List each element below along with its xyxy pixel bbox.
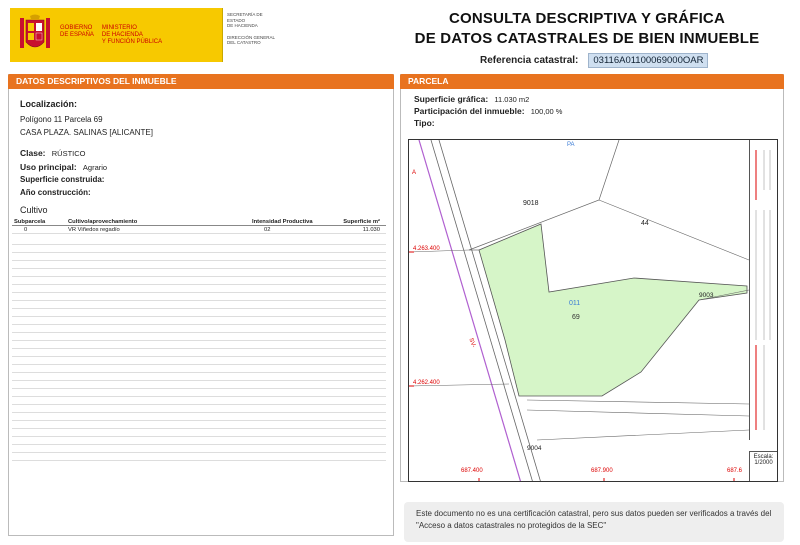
clase-value: RÚSTICO	[51, 149, 86, 158]
header-superficie: Superficie m²	[343, 219, 380, 225]
government-logo	[10, 8, 286, 62]
header-subparcela: Subparcela	[14, 219, 46, 225]
cell-superficie: 11.030	[362, 226, 380, 233]
uso-row	[20, 162, 107, 172]
secretaria-block	[222, 8, 286, 62]
cell-subparcela: 0	[24, 226, 28, 233]
label-9003: 9003	[699, 292, 714, 299]
table-empty-row-line	[12, 436, 386, 437]
label-9018: 9018	[523, 200, 539, 207]
superficie-grafica-value: 11.030 m2	[494, 95, 530, 104]
title-line-2: DE DATOS CATASTRALES DE BIEN INMUEBLE	[414, 30, 760, 47]
scale-value: 1/2000	[754, 460, 773, 466]
table-empty-row-line	[12, 324, 386, 325]
coord-y1: 4.263.400	[413, 246, 440, 252]
ministerio-label: MINISTERIO DE HACIENDA Y FUNCIÓN PÚBLICA	[101, 24, 163, 45]
table-empty-row-line	[12, 372, 386, 373]
gobierno-label: GOBIERNO DE ESPAÑA	[60, 24, 94, 38]
label-9004: 9004	[527, 445, 542, 452]
table-empty-row-line	[12, 428, 386, 429]
table-empty-row-line	[12, 252, 386, 253]
table-empty-row-line	[12, 284, 386, 285]
referencia-catastral	[480, 53, 708, 68]
table-empty-row-line	[12, 260, 386, 261]
table-empty-row-line	[12, 332, 386, 333]
header-cultivo: Cultivo/aprovechamiento	[68, 219, 138, 225]
ref-value[interactable]: 03116A01100069000OAR	[588, 53, 708, 68]
table-empty-row-line	[12, 412, 386, 413]
uso-label: Uso principal:	[20, 162, 77, 172]
superficie-grafica-label: Superficie gráfica:	[414, 94, 489, 104]
header-intensidad: Intensidad Productiva	[252, 219, 313, 225]
table-empty-row-line	[12, 316, 386, 317]
superficie-construida-label: Superficie construida:	[20, 175, 105, 184]
table-empty-row-line	[12, 396, 386, 397]
parcela-header: PARCELA	[400, 74, 784, 89]
table-empty-row-line	[12, 308, 386, 309]
coord-y2: 4.262.400	[413, 380, 440, 386]
coat-of-arms-icon	[18, 14, 52, 56]
cell-intensidad: 02	[264, 226, 271, 233]
coord-x1: 687.400	[461, 468, 483, 474]
localizacion-label: Localización:	[20, 99, 78, 109]
clase-row	[20, 148, 86, 158]
ref-label: Referencia catastral:	[480, 55, 579, 66]
table-empty-row-line	[12, 340, 386, 341]
localizacion-line-1: Polígono 11 Parcela 69	[20, 115, 103, 124]
table-empty-row-line	[12, 244, 386, 245]
cultivo-label: Cultivo	[20, 205, 48, 215]
label-pa: PA	[567, 142, 575, 148]
direccion-label: DIRECCIÓN GENERAL DEL CATASTRO	[227, 34, 276, 45]
table-empty-row-line	[12, 444, 386, 445]
clase-label: Clase:	[20, 148, 46, 158]
title-line-1: CONSULTA DESCRIPTIVA Y GRÁFICA	[448, 10, 725, 27]
participacion-row	[414, 106, 562, 116]
datos-descriptivos-header: DATOS DESCRIPTIVOS DEL INMUEBLE	[8, 74, 394, 89]
participacion-label: Participación del inmueble:	[414, 106, 525, 116]
uso-value: Agrario	[82, 163, 108, 172]
coord-x2: 687.900	[591, 468, 613, 474]
table-empty-row-line	[12, 452, 386, 453]
cultivo-table	[12, 216, 386, 234]
table-empty-row-line	[12, 420, 386, 421]
table-empty-row-line	[12, 364, 386, 365]
cell-cultivo: VR Viñedos regadío	[68, 226, 120, 233]
table-empty-row-line	[12, 380, 386, 381]
table-empty-row-line	[12, 300, 386, 301]
parcel-code-label: 011	[569, 300, 581, 307]
coord-x3: 687.6	[727, 468, 743, 474]
datos-descriptivos-panel	[8, 74, 394, 536]
table-header	[12, 216, 386, 226]
localizacion-line-2: CASA PLAZA. SALINAS [ALICANTE]	[20, 128, 153, 137]
table-empty-row-line	[12, 276, 386, 277]
legend-drawing	[750, 140, 778, 440]
label-a: A	[412, 170, 417, 176]
parcel-polygon[interactable]	[479, 224, 747, 396]
map-legend	[749, 140, 777, 440]
label-44: 44	[641, 220, 649, 227]
ministerio-text	[52, 25, 162, 46]
anio-construccion-label: Año construcción:	[20, 188, 91, 197]
table-empty-row-line	[12, 268, 386, 269]
notice-text: Este documento no es una certificación catastral, pero sus datos pueden ser verificados a través del "Acceso a datos catastrales no protegidos de la SEC"	[416, 509, 772, 530]
table-row	[12, 226, 386, 234]
notice-box	[404, 502, 784, 542]
table-empty-row-line	[12, 388, 386, 389]
table-empty-row-line	[12, 348, 386, 349]
gobierno-block	[10, 8, 222, 62]
parcel-number-label: 69	[572, 314, 580, 321]
page-title	[400, 9, 774, 49]
map-drawing	[409, 140, 778, 482]
participacion-value: 100,00 %	[530, 107, 563, 116]
table-empty-row-line	[12, 292, 386, 293]
superficie-grafica-row	[414, 94, 529, 104]
table-empty-row-line	[12, 404, 386, 405]
table-empty-row-line	[12, 460, 386, 461]
label-sv: SV-	[467, 337, 477, 349]
parcel-map[interactable]	[408, 139, 778, 482]
table-empty-row-line	[12, 356, 386, 357]
scale-label: Escala:	[753, 454, 774, 460]
scale-box	[749, 451, 777, 481]
secretaria-label: SECRETARÍA DE ESTADO DE HACIENDA	[227, 12, 263, 28]
tipo-label: Tipo:	[414, 118, 435, 128]
